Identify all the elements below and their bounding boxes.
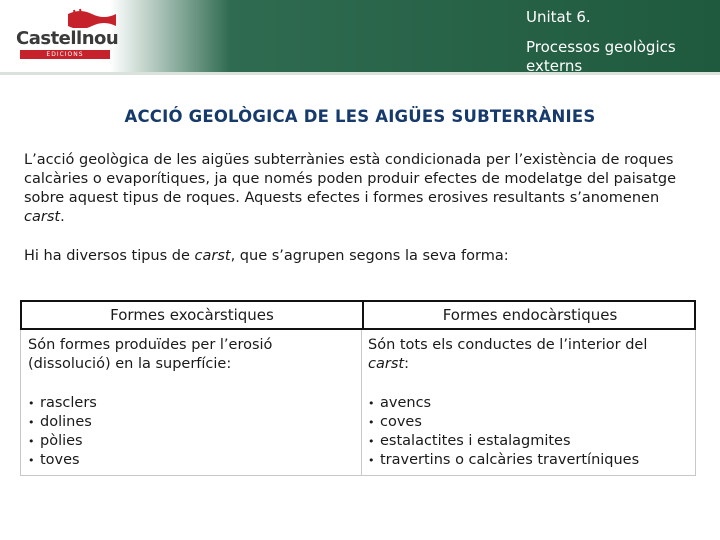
header-exocarstic: Formes exocàrstiques: [110, 306, 274, 324]
exocarstic-list: [28, 394, 353, 470]
types-paragraph: [24, 247, 704, 266]
types-text: Hi ha diversos tipus de: [24, 248, 195, 264]
page-header: [0, 0, 720, 78]
unit-label: Unitat 6.: [526, 8, 591, 26]
page-title: ACCIÓ GEOLÒGICA DE LES AIGÜES SUBTERRÀNIES: [124, 107, 596, 126]
endo-desc-start: Són tots els conductes de l’interior del: [368, 337, 648, 353]
list-item: • travertins o calcàries travertíniques: [368, 451, 688, 470]
list-item: • pòlies: [28, 432, 353, 451]
publisher-logo: [12, 6, 122, 62]
intro-text: L’acció geològica de les aigües subterrànies està condicionada per l’existència de roques calcàries o evaporítiques, ja que només poden produir efectes de modelatge del paisatge sobre aquest tipus de roques. Aquests efectes i formes erosives resultants s’anomenen: [24, 152, 676, 206]
list-item: • dolines: [28, 413, 353, 432]
list-item: • coves: [368, 413, 688, 432]
flag-icon: [66, 8, 118, 28]
endocarstic-list: [368, 394, 688, 470]
logo-edicions: EDICIONS: [20, 50, 110, 59]
intro-paragraph: [24, 151, 704, 227]
endo-desc-end: :: [404, 356, 409, 372]
table-header-row: [20, 300, 696, 330]
logo-name: Castellnou: [16, 28, 119, 49]
unit-subtitle: Processos geològics externs: [526, 38, 676, 75]
list-item: • rasclers: [28, 394, 353, 413]
endo-desc-term: carst: [368, 356, 405, 372]
karst-forms-table: [20, 300, 696, 476]
types-end: , que s’agrupen segons la seva forma:: [230, 248, 509, 264]
intro-end: .: [60, 209, 65, 225]
types-term: carst: [194, 248, 231, 264]
list-item: • estalactites i estalagmites: [368, 432, 688, 451]
list-item: • avencs: [368, 394, 688, 413]
endocarstic-description: [368, 336, 688, 374]
exocarstic-description: Són formes produïdes per l’erosió (dissolució) en la superfície:: [28, 337, 273, 372]
header-endocarstic: Formes endocàrstiques: [362, 302, 696, 328]
column-divider: [361, 330, 362, 475]
list-item: • toves: [28, 451, 353, 470]
table-body: [20, 330, 696, 476]
intro-term: carst: [24, 209, 61, 225]
